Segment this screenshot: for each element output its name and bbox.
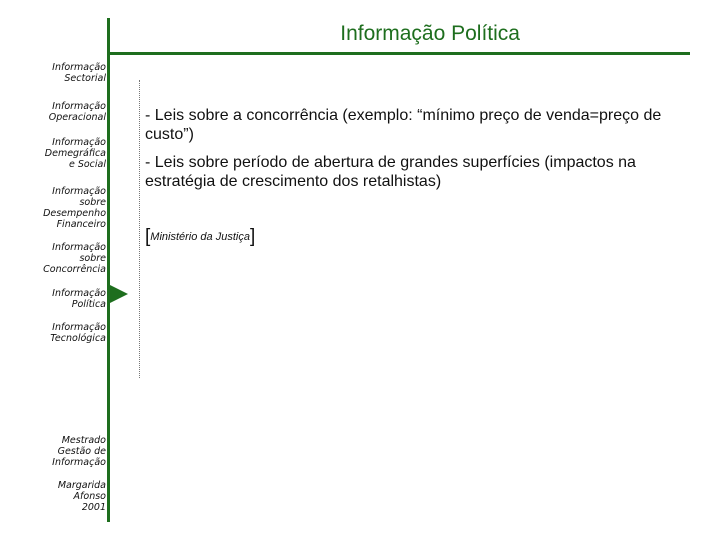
- bullet-concorrencia: - Leis sobre a concorrência (exemplo: “mínimo preço de venda=preço de custo”): [145, 107, 662, 143]
- nav-item-concorrencia[interactable]: [8, 242, 106, 275]
- bullet-abertura: - Leis sobre período de abertura de grandes superfícies (impactos na estratégia de crescimento dos retalhistas): [145, 154, 636, 190]
- nav-line: Informação: [52, 137, 106, 148]
- nav-line: Política: [71, 299, 106, 310]
- dotted-divider: [139, 80, 140, 378]
- nav-item-demografica[interactable]: [8, 137, 106, 170]
- nav-line: Informação: [52, 242, 106, 253]
- footer-line: Gestão de: [57, 446, 106, 457]
- nav-item-politica[interactable]: [8, 288, 106, 310]
- footer-author: [8, 480, 106, 513]
- footer-line: Margarida: [57, 480, 106, 491]
- footer-line: Informação: [52, 457, 106, 468]
- footer-line: Afonso: [73, 491, 106, 502]
- horizontal-divider: [108, 52, 690, 55]
- nav-item-tecnologica[interactable]: [8, 322, 106, 344]
- nav-line: Financeiro: [56, 219, 106, 230]
- nav-item-sectorial[interactable]: [8, 62, 106, 84]
- nav-line: sobre: [79, 253, 106, 264]
- footer-course: [8, 435, 106, 468]
- nav-line: Operacional: [48, 112, 106, 123]
- footer-line: Mestrado: [61, 435, 106, 446]
- nav-line: Informação: [52, 186, 106, 197]
- nav-line: sobre: [79, 197, 106, 208]
- nav-item-operacional[interactable]: [8, 101, 106, 123]
- nav-item-desempenho[interactable]: [8, 186, 106, 230]
- nav-line: Sectorial: [64, 73, 106, 84]
- nav-line: Tecnológica: [50, 333, 106, 344]
- close-bracket: ]: [249, 226, 256, 247]
- source-text: Ministério da Justiça: [150, 231, 250, 243]
- nav-line: Informação: [52, 322, 106, 333]
- source-citation: [145, 226, 255, 248]
- footer-line: 2001: [81, 502, 106, 513]
- nav-line: Desempenho: [43, 208, 106, 219]
- page-title: Informação Política: [340, 22, 520, 45]
- nav-line: e Social: [68, 159, 106, 170]
- vertical-divider: [107, 18, 110, 522]
- active-arrow-icon: [110, 285, 128, 303]
- nav-line: Demegráfica: [44, 148, 106, 159]
- nav-line: Informação: [52, 288, 106, 299]
- nav-line: Informação: [52, 62, 106, 73]
- open-bracket: [: [145, 226, 151, 247]
- nav-line: Informação: [52, 101, 106, 112]
- nav-line: Concorrência: [43, 264, 106, 275]
